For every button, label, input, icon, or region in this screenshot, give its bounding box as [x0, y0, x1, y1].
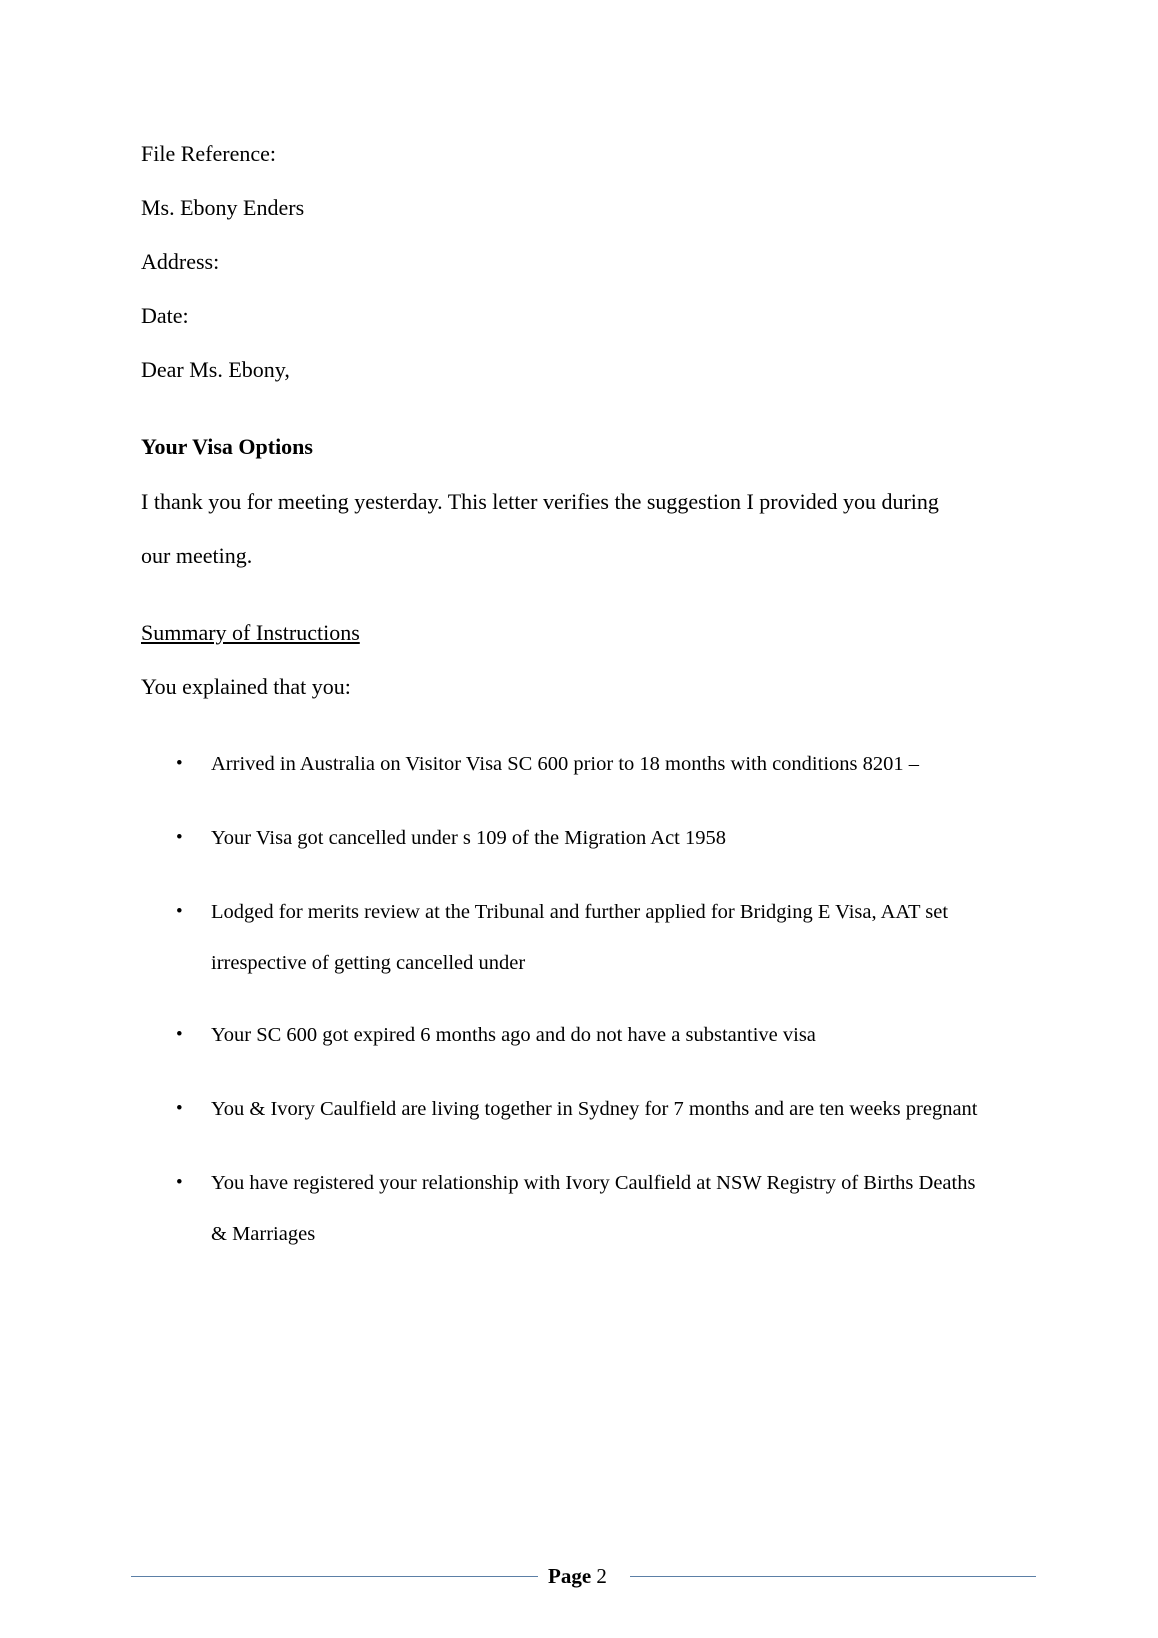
list-item: Your SC 600 got expired 6 months ago and do not have a substantive visa — [211, 1024, 816, 1046]
list-item: Arrived in Australia on Visitor Visa SC 600 prior to 18 months with conditions 8201 – — [211, 753, 920, 775]
bullet-marker: • — [176, 1098, 183, 1119]
list-item: Lodged for merits review at the Tribunal and further applied for Bridging E Visa, AAT set — [211, 901, 949, 923]
recipient-name: Ms. Ebony Enders — [141, 195, 305, 220]
footer-rule-left — [131, 1576, 538, 1577]
page-number: 2 — [596, 1564, 607, 1588]
footer-rule-right — [630, 1576, 1036, 1577]
address-label: Address: — [141, 249, 220, 274]
list-item-continuation: irrespective of getting cancelled under — [211, 952, 526, 974]
bullet-marker: • — [176, 827, 183, 848]
list-item: You & Ivory Caulfield are living together in Sydney for 7 months and are ten weeks pregnant — [211, 1098, 978, 1120]
list-item: Your Visa got cancelled under s 109 of the Migration Act 1958 — [211, 827, 726, 849]
visa-options-heading: Your Visa Options — [141, 434, 313, 459]
salutation: Dear Ms. Ebony, — [141, 357, 290, 382]
summary-heading: Summary of Instructions — [141, 620, 360, 645]
bullet-marker: • — [176, 753, 183, 774]
date-label: Date: — [141, 303, 189, 328]
bullet-marker: • — [176, 1172, 183, 1193]
intro-paragraph-line-2: our meeting. — [141, 543, 253, 568]
file-reference: File Reference: — [141, 141, 276, 166]
summary-intro: You explained that you: — [141, 674, 351, 699]
bullet-marker: • — [176, 1024, 183, 1045]
page-word: Page — [548, 1564, 592, 1588]
list-item-continuation: & Marriages — [211, 1223, 316, 1245]
bullet-marker: • — [176, 901, 183, 922]
page-number-footer — [548, 1562, 607, 1590]
intro-paragraph-line-1: I thank you for meeting yesterday. This letter verifies the suggestion I provided you during — [141, 489, 939, 514]
list-item: You have registered your relationship with Ivory Caulfield at NSW Registry of Births Deaths — [211, 1172, 976, 1194]
